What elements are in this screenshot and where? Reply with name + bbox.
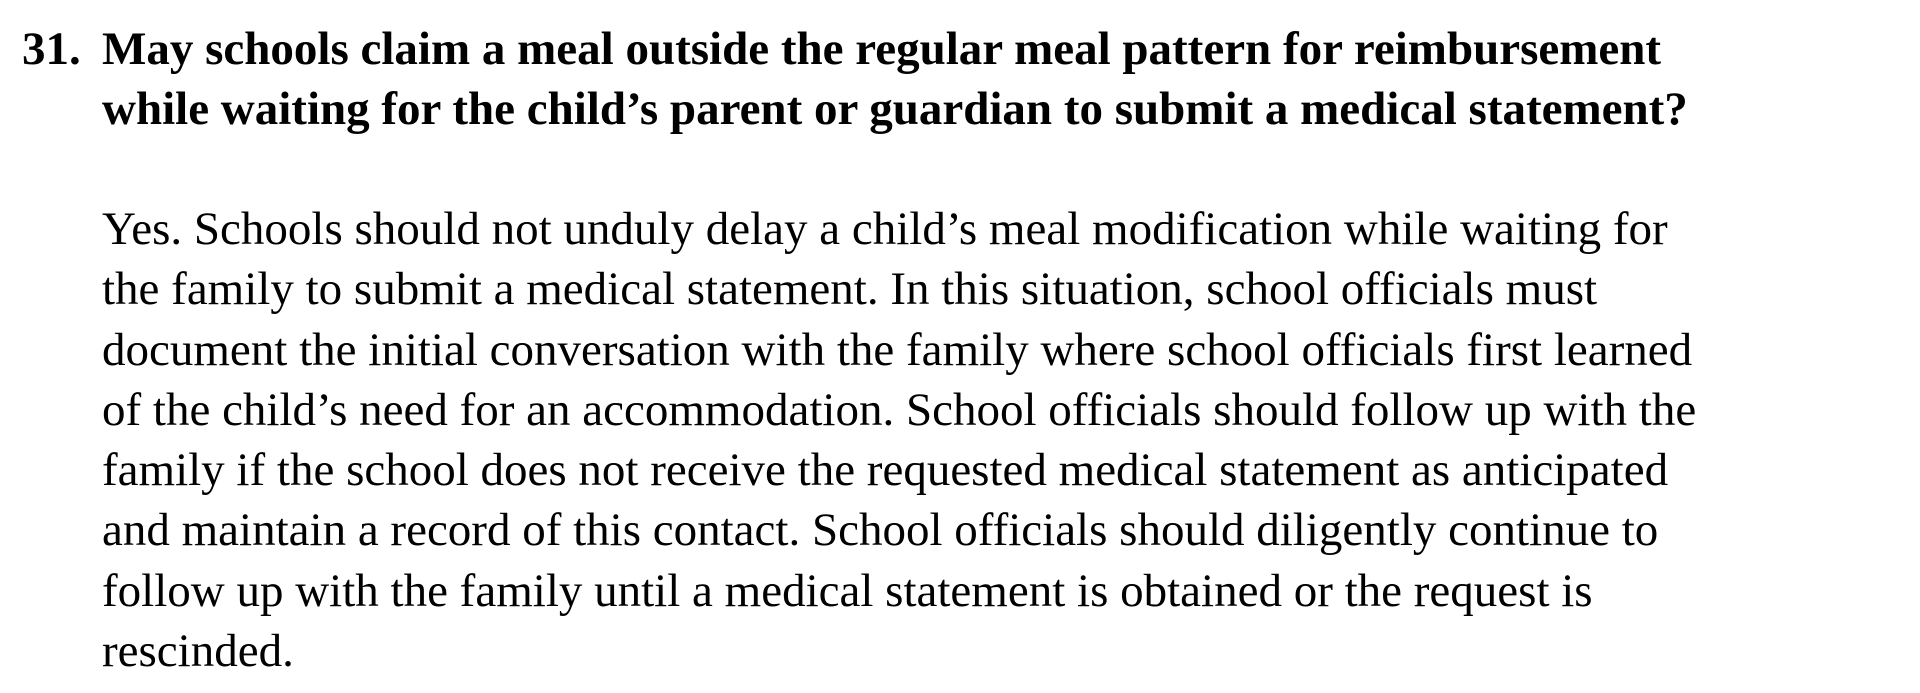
- answer-line-8: rescinded.: [102, 625, 294, 678]
- question-line-1: May schools claim a meal outside the regular meal pattern for reimbursement: [102, 23, 1662, 75]
- answer-line-7: follow up with the family until a medical statement is obtained or the request is: [102, 564, 1593, 617]
- question-line-2: while waiting for the child’s parent or guardian to submit a medical statement?: [102, 83, 1688, 135]
- answer-line-1: Yes. Schools should not unduly delay a child’s meal modification while waiting for: [102, 203, 1668, 255]
- question-number: 31.: [22, 23, 81, 75]
- answer-line-4: of the child’s need for an accommodation. School officials should follow up with the: [102, 383, 1697, 436]
- answer-line-3: document the initial conversation with the family where school officials first learned: [102, 323, 1693, 376]
- answer-paragraph: [102, 199, 1902, 681]
- answer-line-2: the family to submit a medical statement. In this situation, school officials must: [102, 263, 1598, 316]
- question-heading: [102, 19, 1902, 139]
- answer-line-6: and maintain a record of this contact. School officials should diligently continue to: [102, 504, 1659, 557]
- answer-line-5: family if the school does not receive the requested medical statement as anticipated: [102, 444, 1669, 497]
